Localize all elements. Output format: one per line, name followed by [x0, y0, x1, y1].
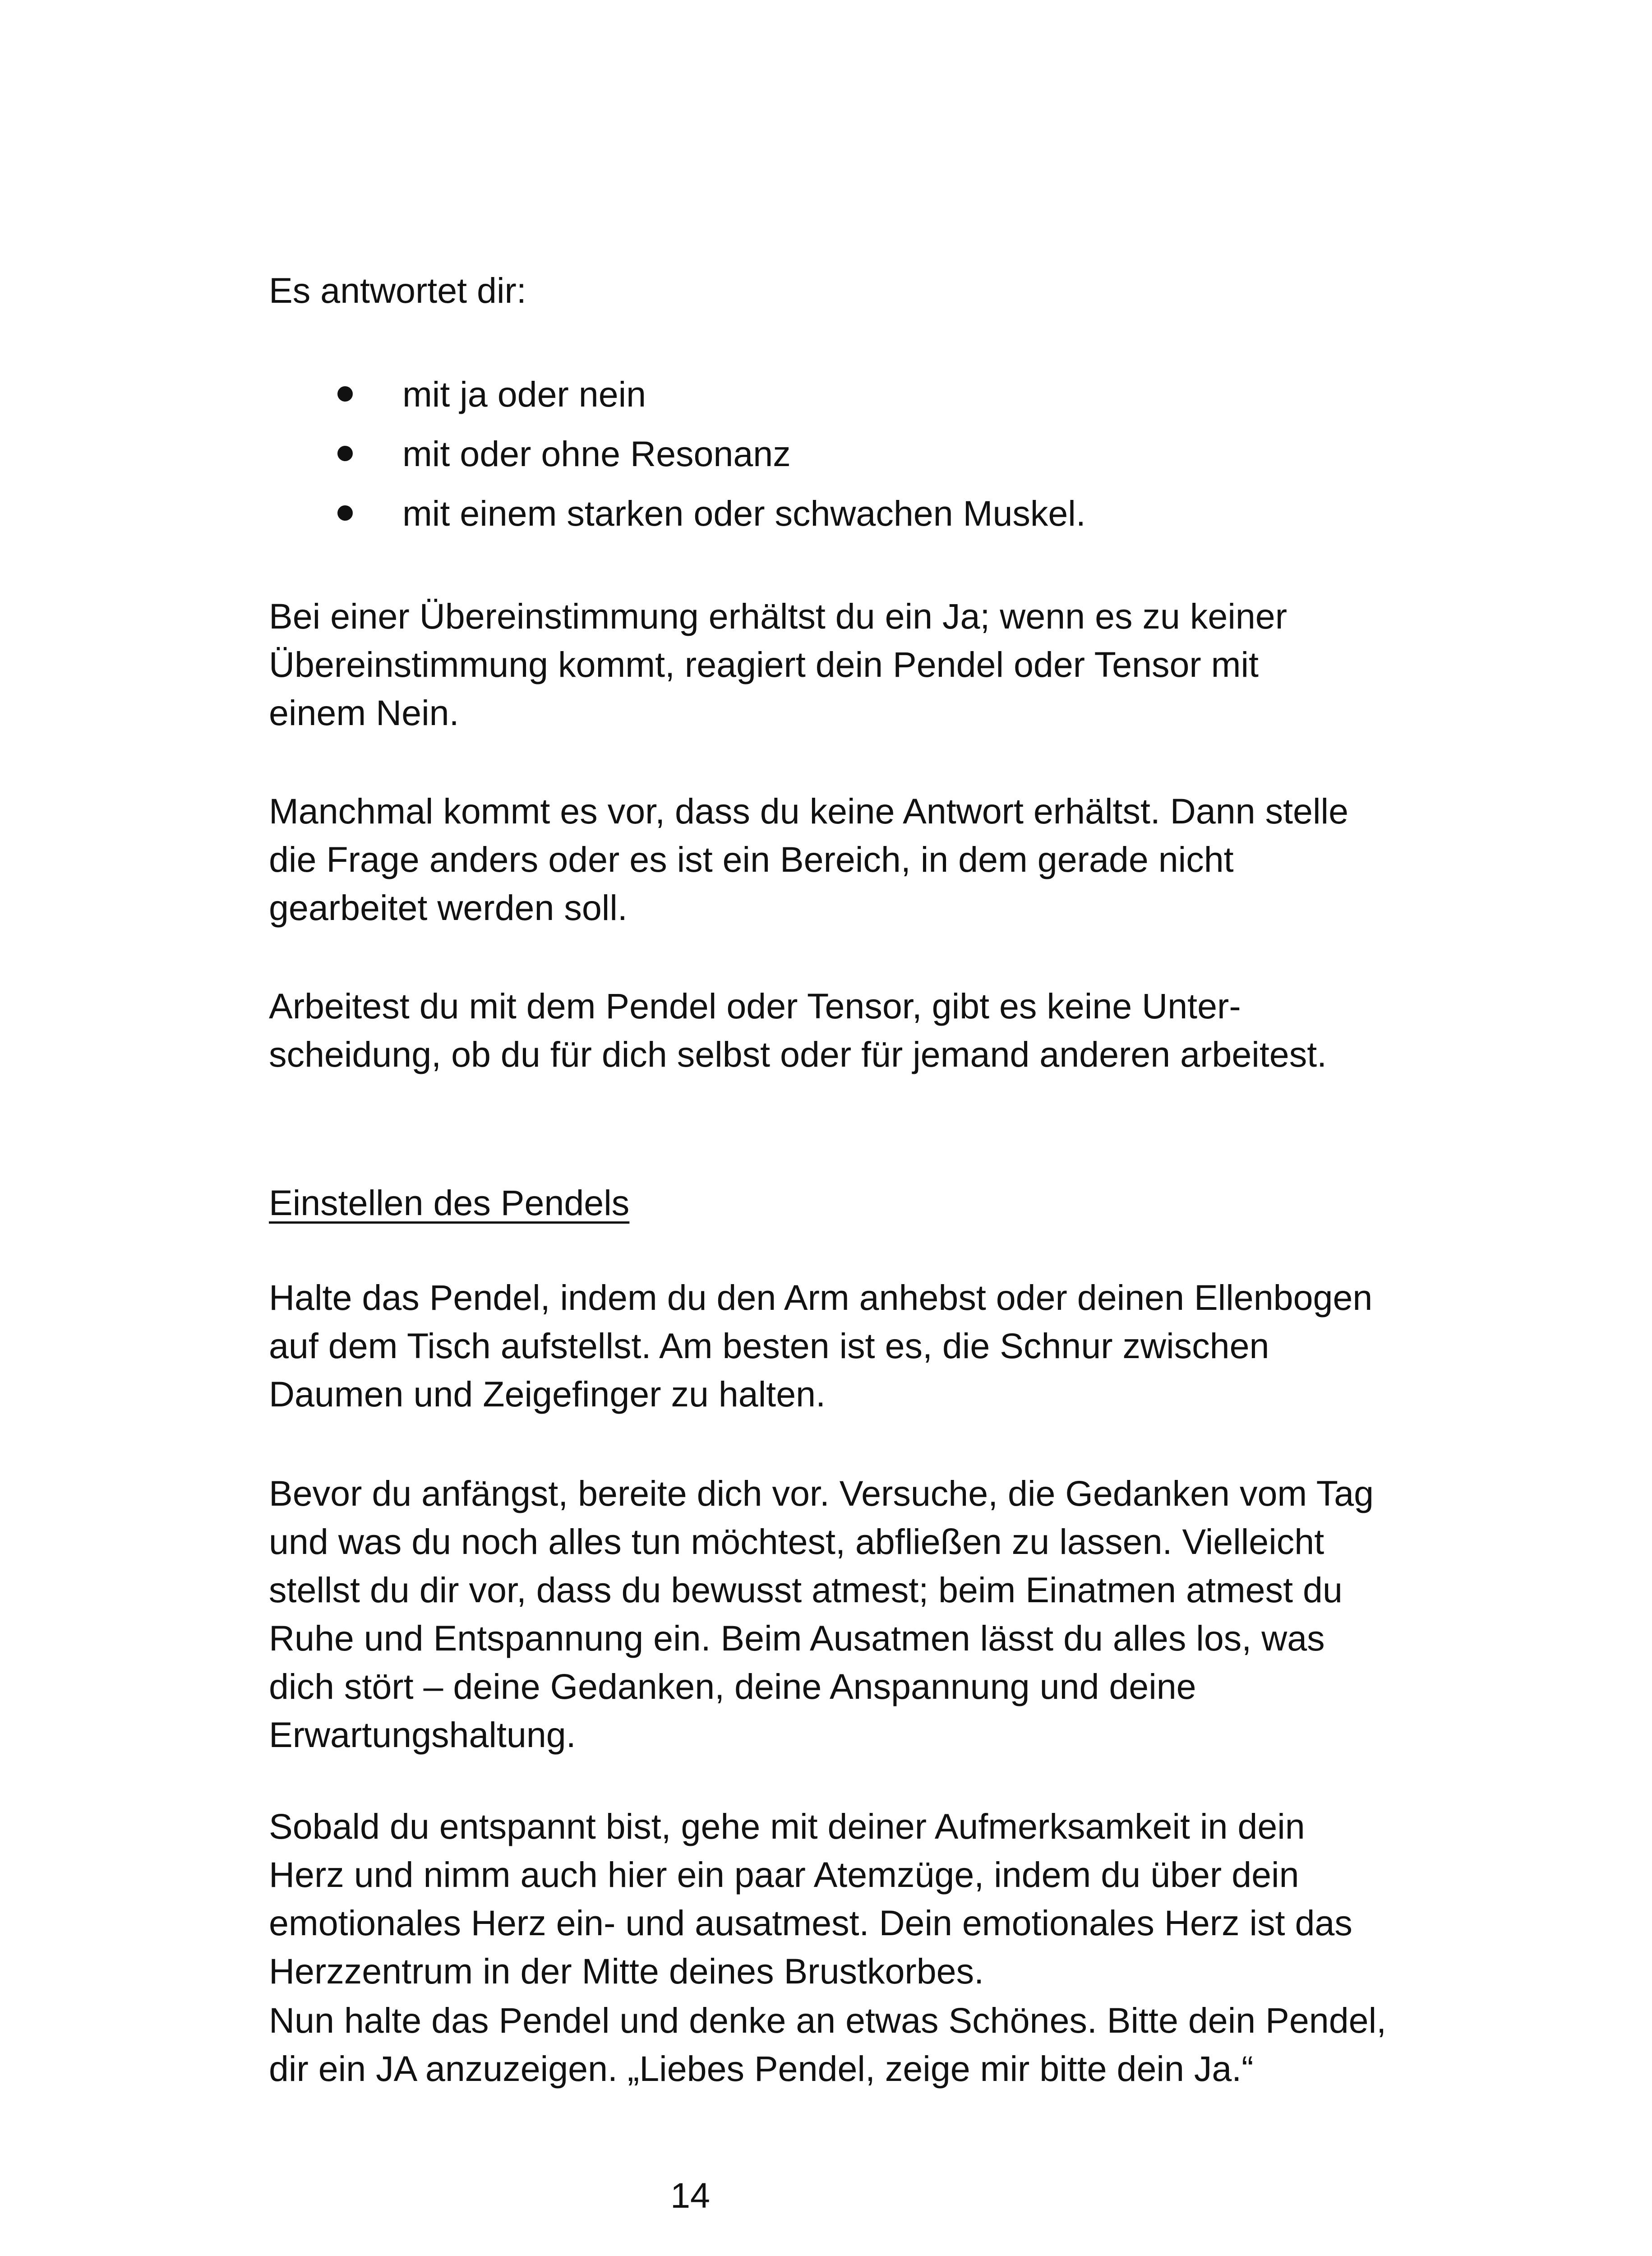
paragraph-line: Bevor du anfängst, bereite dich vor. Versuche, die Gedanken vom Tag — [269, 1473, 1374, 1513]
paragraph-line: und was du noch alles tun möchtest, abfließen zu lassen. Vielleicht — [269, 1521, 1324, 1562]
paragraph-line: gearbeitet werden soll. — [269, 888, 628, 928]
paragraph-line: dir ein JA anzuzeigen. „Liebes Pendel, zeige mir bitte dein Ja.“ — [269, 2048, 1254, 2089]
paragraph-prepare — [269, 1469, 1424, 1759]
list-item-text: mit einem starken oder schwachen Muskel. — [402, 493, 1086, 533]
paragraph-no-answer — [269, 787, 1424, 932]
paragraph-line: auf dem Tisch aufstellst. Am besten ist es, die Schnur zwischen — [269, 1326, 1269, 1366]
paragraph-hold-pendulum — [269, 1273, 1424, 1418]
paragraph-line: Sobald du entspannt bist, gehe mit deiner Aufmerksamkeit in dein — [269, 1806, 1305, 1846]
paragraph-line: einem Nein. — [269, 693, 459, 733]
paragraph-no-difference — [269, 982, 1424, 1078]
paragraph-line: Halte das Pendel, indem du den Arm anhebst oder deinen Ellenbogen — [269, 1277, 1373, 1318]
list-item-text: mit ja oder nein — [402, 374, 646, 414]
paragraph-line: dich stört – deine Gedanken, deine Anspannung und deine — [269, 1666, 1196, 1706]
paragraph-line: Ruhe und Entspannung ein. Beim Ausatmen lässt du alles los, was — [269, 1618, 1325, 1658]
bullet-icon — [337, 386, 353, 402]
list-item — [269, 484, 1424, 543]
page-number: 14 — [670, 2175, 710, 2215]
paragraph-line: Bei einer Übereinstimmung erhältst du ein Ja; wenn es zu keiner — [269, 596, 1287, 636]
paragraph-line: Herz und nimm auch hier ein paar Atemzüge, indem du über dein — [269, 1854, 1299, 1895]
paragraph-line: Manchmal kommt es vor, dass du keine Antwort erhältst. Dann stelle — [269, 791, 1349, 831]
paragraph-line: scheidung, ob du für dich selbst oder für jemand anderen arbeitest. — [269, 1034, 1327, 1074]
paragraph-line: die Frage anders oder es ist ein Bereich, in dem gerade nicht — [269, 839, 1234, 879]
list-item-text: mit oder ohne Resonanz — [402, 434, 791, 474]
paragraph-line: stellst du dir vor, dass du bewusst atmest; beim Einatmen atmest du — [269, 1570, 1343, 1610]
list-item — [269, 424, 1424, 484]
paragraph-line: Übereinstimmung kommt, reagiert dein Pendel oder Tensor mit — [269, 644, 1259, 684]
paragraph-line: Nun halte das Pendel und denke an etwas Schönes. Bitte dein Pendel, — [269, 2000, 1387, 2040]
list-item — [269, 365, 1424, 424]
bullet-icon — [337, 505, 353, 521]
paragraph-line: Arbeitest du mit dem Pendel oder Tensor, gibt es keine Unter- — [269, 986, 1241, 1026]
paragraph-agreement — [269, 592, 1424, 737]
paragraph-line: emotionales Herz ein- und ausatmest. Dein emotionales Herz ist das — [269, 1903, 1352, 1943]
intro-text: Es antwortet dir: — [269, 270, 526, 310]
paragraph-line: Herzzentrum in der Mitte deines Brustkorbes. — [269, 1951, 984, 1991]
section-heading: Einstellen des Pendels — [269, 1183, 630, 1223]
paragraph-heart — [269, 1802, 1424, 1995]
paragraph-line: Daumen und Zeigefinger zu halten. — [269, 1374, 826, 1414]
paragraph-yes-signal — [269, 1996, 1424, 2093]
bullet-icon — [337, 446, 353, 461]
answer-list — [269, 365, 1424, 543]
paragraph-line: Erwartungshaltung. — [269, 1715, 576, 1755]
